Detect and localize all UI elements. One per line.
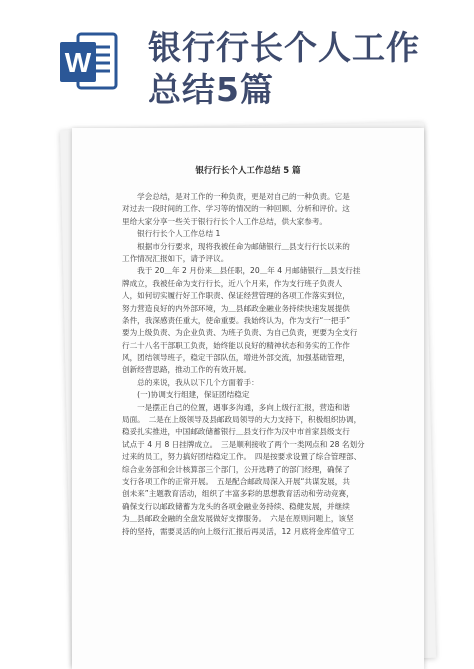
document-line: 确保支行以邮政储蓄为龙头的各项金融业务持续、稳健发展，并继续 [122, 501, 350, 511]
document-line: 为＿县邮政金融的全盘发展做好支撑服务。 六是在原则问题上，该坚 [122, 514, 354, 524]
document-line: 支行各项工作的正常开展。 五是配合邮政局深入开展“共谋发展，共 [122, 476, 350, 486]
document-line: 对过去一段时间的工作、学习等的情况的一种回顾、分析和评价。这 [122, 204, 350, 214]
document-line: 稳妥扎实推进，中国邮政储蓄银行＿县支行作为汉中市首家县级支行 [122, 427, 350, 437]
document-line: 试点于 4 月 8 日挂牌成立。 三是顺利接收了两个一类网点和 28 名划分 [122, 439, 365, 449]
document-line: (一)协调支行组建，保证团结稳定 [122, 390, 250, 400]
document-line: 创新经营思路，推动工作的有效开展。 [122, 365, 252, 375]
document-line: 学会总结，是对工作的一种负责，更是对自己的一种负责。它是 [122, 192, 350, 201]
document-line: 人，如何切实履行好工作职责、保证经营管理的各项工作落实到位， [122, 291, 350, 301]
word-icon-letter: W [64, 47, 92, 78]
document-line: 风，团结领导班子，稳定干部队伍，增进外部交流，加强基础管理， [122, 353, 350, 363]
document-line: 总的来说，我从以下几个方面着手： [122, 377, 259, 387]
document-line: 要为上级负责、为企业负责、为班子负责、为自己负责，更要为全支行 [122, 328, 358, 338]
document-line: 我于 20＿年 2 月份来＿县任职，20＿年 4 月邮储银行＿县支行挂 [122, 266, 361, 276]
document-page [72, 128, 424, 669]
document-line: 根据市分行要求，现将我被任命为邮储银行＿县支行行长以来的 [122, 241, 350, 251]
document-line: 牌成立，我被任命为支行行长，近八个月来，作为支行班子负责人 [122, 278, 343, 288]
document-line: 行二十八名干部职工负责，始终能以良好的精神状态和务实的工作作 [122, 340, 350, 350]
page-title-line-1: 银行行长个人工作 [148, 28, 420, 67]
document-line: 努力营造良好的内外部环境，为＿县邮政金融业务持续快速发展提供 [122, 303, 350, 313]
document-body [122, 191, 382, 538]
header [0, 0, 474, 120]
document-line: 工作情况汇报如下，请予评议。 [122, 253, 229, 263]
document-line: 里给大家分享一些关于银行行长个人工作总结，供大家参考。 [122, 216, 328, 226]
page-title-line-2: 总结5篇 [148, 70, 274, 109]
document-line: 银行行长个人工作总结 1 [122, 229, 221, 239]
document-line: 综合业务部和会计核算部三个部门，公开选聘了的部门经理，确保了 [122, 464, 350, 474]
document-line: 条件，我深感责任重大，使命重要。我始终认为，作为支行“一把手” [122, 315, 351, 325]
document-line: 局面。 二是在上级领导及县邮政局领导的大力支持下，积极组织协调， [122, 415, 362, 425]
document-line: 持的坚持，需要灵活的向上级行汇报后再灵活，12 月底将金库值守工 [122, 526, 355, 536]
document-line: 一是摆正自己的位置，遇事多沟通，多向上级行汇报，营造和谐 [122, 402, 350, 412]
document-line: 过来的员工，努力搞好团结稳定工作。 四是按要求设置了综合管理部、 [122, 452, 362, 462]
word-document-icon [58, 30, 120, 92]
document-line: 创未来”主题教育活动，组织了丰富多彩的思想教育活动和劳动竞赛， [122, 489, 354, 499]
document-title: 银行行长个人工作总结 5 篇 [195, 166, 301, 176]
